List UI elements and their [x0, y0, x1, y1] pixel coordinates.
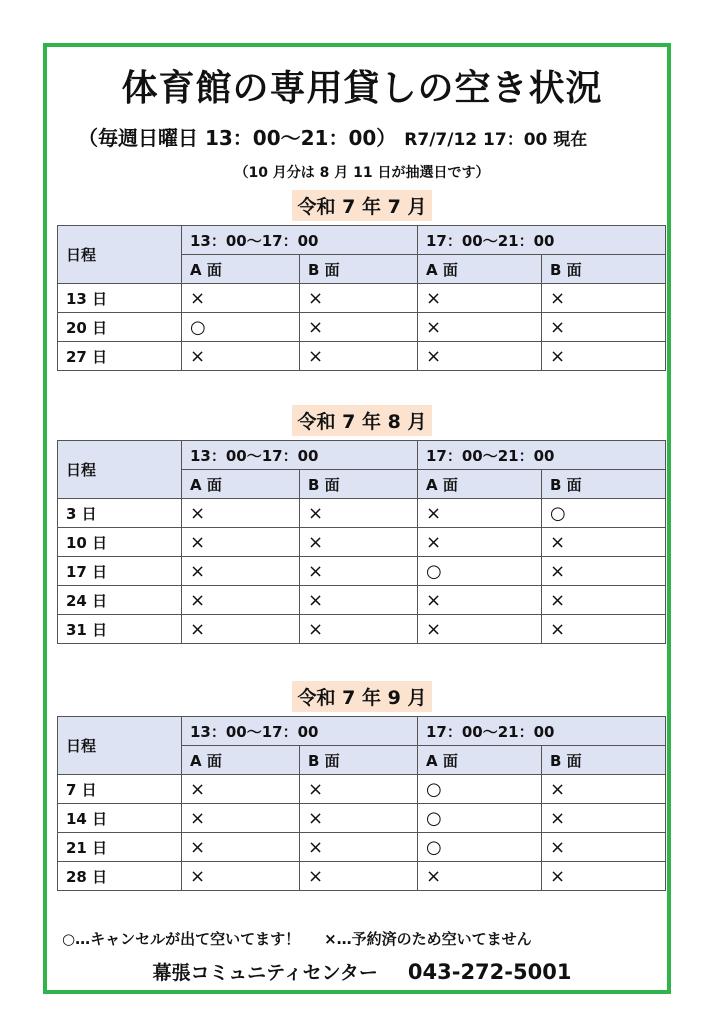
availability-cell: ○	[418, 833, 542, 862]
page-title: 体育館の専用貸しの空き状況	[121, 68, 603, 109]
availability-cell: ×	[418, 342, 542, 371]
court-header: B 面	[542, 255, 666, 284]
court-header: B 面	[542, 746, 666, 775]
availability-cell: ×	[300, 586, 418, 615]
lottery-note: （10 月分は 8 月 11 日が抽選日です）	[234, 165, 490, 181]
court-header: A 面	[182, 746, 300, 775]
slot-header: 17：00～21：00	[418, 226, 666, 255]
availability-cell: ×	[542, 557, 666, 586]
availability-cell: ×	[542, 313, 666, 342]
month-heading	[0, 190, 724, 221]
month-label: 令和 7 年 8 月	[292, 405, 433, 436]
schedule-table	[57, 716, 666, 891]
header-row	[58, 717, 666, 746]
court-header: A 面	[182, 255, 300, 284]
schedule-table	[57, 225, 666, 371]
availability-cell: ×	[542, 775, 666, 804]
schedule-table	[57, 440, 666, 644]
availability-cell: ×	[182, 615, 300, 644]
date-cell: 17 日	[58, 557, 182, 586]
table-row	[58, 313, 666, 342]
organization-name: 幕張コミュニティセンター	[152, 962, 378, 984]
court-header: B 面	[300, 470, 418, 499]
table-row	[58, 586, 666, 615]
availability-cell: ×	[418, 586, 542, 615]
date-cell: 10 日	[58, 528, 182, 557]
date-cell: 27 日	[58, 342, 182, 371]
slot-header: 17：00～21：00	[418, 717, 666, 746]
availability-cell: ×	[182, 528, 300, 557]
availability-cell: ×	[542, 804, 666, 833]
availability-cell: ×	[542, 615, 666, 644]
slot-header: 13：00～17：00	[182, 717, 418, 746]
availability-cell: ×	[542, 862, 666, 891]
availability-cell: ×	[542, 342, 666, 371]
court-header: B 面	[300, 746, 418, 775]
court-header: A 面	[418, 746, 542, 775]
legend-available: ○…キャンセルが出て空いてます！	[62, 930, 301, 948]
table-row	[58, 557, 666, 586]
availability-cell: ×	[300, 804, 418, 833]
availability-cell: ×	[300, 833, 418, 862]
availability-cell: ×	[542, 833, 666, 862]
table-row	[58, 775, 666, 804]
availability-cell: ×	[300, 557, 418, 586]
availability-cell: ×	[542, 528, 666, 557]
availability-cell: ×	[418, 313, 542, 342]
date-cell: 14 日	[58, 804, 182, 833]
date-column-header: 日程	[58, 226, 182, 284]
date-cell: 28 日	[58, 862, 182, 891]
availability-cell: ×	[182, 499, 300, 528]
court-header: A 面	[418, 255, 542, 284]
availability-cell: ×	[182, 586, 300, 615]
header-row	[58, 441, 666, 470]
month-label: 令和 7 年 9 月	[292, 681, 433, 712]
availability-cell: ○	[418, 804, 542, 833]
availability-cell: ○	[418, 775, 542, 804]
schedule-hours: （毎週日曜日 13：00～21：00）	[78, 126, 397, 150]
month-heading	[0, 405, 724, 436]
availability-cell: ×	[418, 499, 542, 528]
schedule-subtitle	[78, 122, 587, 151]
availability-cell: ×	[300, 528, 418, 557]
availability-cell: ×	[182, 557, 300, 586]
date-cell: 3 日	[58, 499, 182, 528]
table-row	[58, 615, 666, 644]
table-row	[58, 833, 666, 862]
availability-cell: ×	[300, 342, 418, 371]
court-header: A 面	[182, 470, 300, 499]
availability-cell: ×	[182, 284, 300, 313]
availability-cell: ○	[418, 557, 542, 586]
availability-cell: ×	[542, 284, 666, 313]
availability-cell: ×	[182, 833, 300, 862]
phone-number: 043-272-5001	[407, 960, 572, 984]
date-cell: 7 日	[58, 775, 182, 804]
availability-cell: ×	[418, 615, 542, 644]
date-column-header: 日程	[58, 441, 182, 499]
availability-cell: ×	[300, 284, 418, 313]
date-column-header: 日程	[58, 717, 182, 775]
availability-cell: ×	[418, 284, 542, 313]
availability-cell: ○	[182, 313, 300, 342]
availability-cell: ×	[182, 775, 300, 804]
slot-header: 13：00～17：00	[182, 226, 418, 255]
availability-cell: ×	[300, 775, 418, 804]
date-cell: 31 日	[58, 615, 182, 644]
availability-cell: ×	[182, 862, 300, 891]
availability-cell: ×	[542, 586, 666, 615]
slot-header: 13：00～17：00	[182, 441, 418, 470]
availability-cell: ○	[542, 499, 666, 528]
date-cell: 20 日	[58, 313, 182, 342]
court-header: A 面	[418, 470, 542, 499]
footer	[0, 958, 724, 985]
availability-cell: ×	[418, 528, 542, 557]
header-row	[58, 226, 666, 255]
legend-booked: ×…予約済のため空いてません	[324, 930, 532, 948]
availability-cell: ×	[418, 862, 542, 891]
date-cell: 13 日	[58, 284, 182, 313]
availability-cell: ×	[300, 615, 418, 644]
availability-cell: ×	[182, 804, 300, 833]
month-heading	[0, 681, 724, 712]
availability-cell: ×	[300, 499, 418, 528]
availability-cell: ×	[300, 862, 418, 891]
availability-cell: ×	[182, 342, 300, 371]
month-label: 令和 7 年 7 月	[292, 190, 433, 221]
table-row	[58, 804, 666, 833]
legend	[62, 928, 532, 949]
date-cell: 24 日	[58, 586, 182, 615]
court-header: B 面	[542, 470, 666, 499]
availability-cell: ×	[300, 313, 418, 342]
date-cell: 21 日	[58, 833, 182, 862]
table-row	[58, 528, 666, 557]
table-row	[58, 284, 666, 313]
slot-header: 17：00～21：00	[418, 441, 666, 470]
table-row	[58, 342, 666, 371]
court-header: B 面	[300, 255, 418, 284]
as-of-date: R7/7/12 17：00 現在	[404, 130, 588, 150]
table-row	[58, 499, 666, 528]
table-row	[58, 862, 666, 891]
